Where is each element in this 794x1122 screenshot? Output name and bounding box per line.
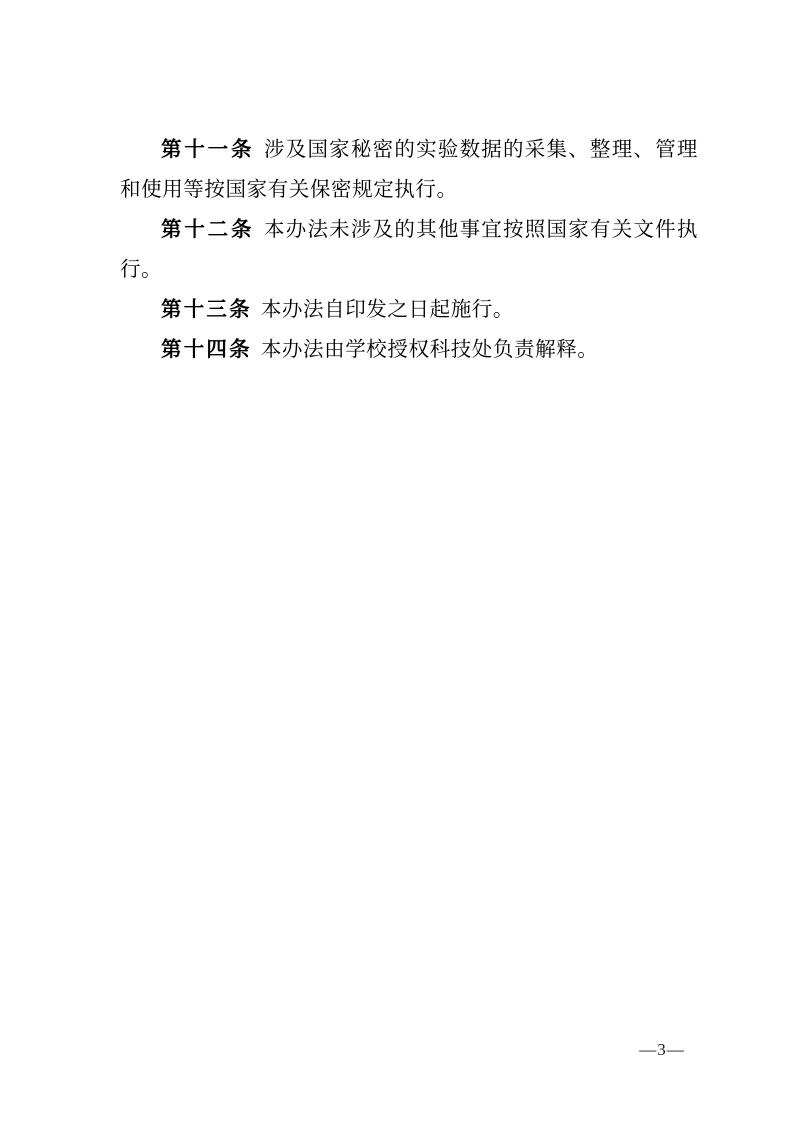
document-body bbox=[120, 130, 698, 370]
article-text: 涉及国家秘密的实验数据的采集、整理、管理和使用等按国家有关保密规定执行。 bbox=[120, 139, 698, 201]
article-label: 第十一条 bbox=[161, 139, 255, 161]
page-footer bbox=[0, 1040, 794, 1060]
article-label: 第十二条 bbox=[161, 219, 255, 241]
article-paragraph bbox=[120, 330, 698, 370]
page-number: —3— bbox=[639, 1040, 685, 1059]
article-paragraph bbox=[120, 290, 698, 330]
article-text: 本办法未涉及的其他事宜按照国家有关文件执行。 bbox=[120, 219, 698, 281]
article-label: 第十三条 bbox=[161, 299, 252, 321]
article-text: 本办法由学校授权科技处负责解释。 bbox=[260, 339, 599, 361]
article-label: 第十四条 bbox=[161, 339, 252, 361]
article-text: 本办法自印发之日起施行。 bbox=[260, 299, 515, 321]
article-paragraph bbox=[120, 210, 698, 290]
article-paragraph bbox=[120, 130, 698, 210]
